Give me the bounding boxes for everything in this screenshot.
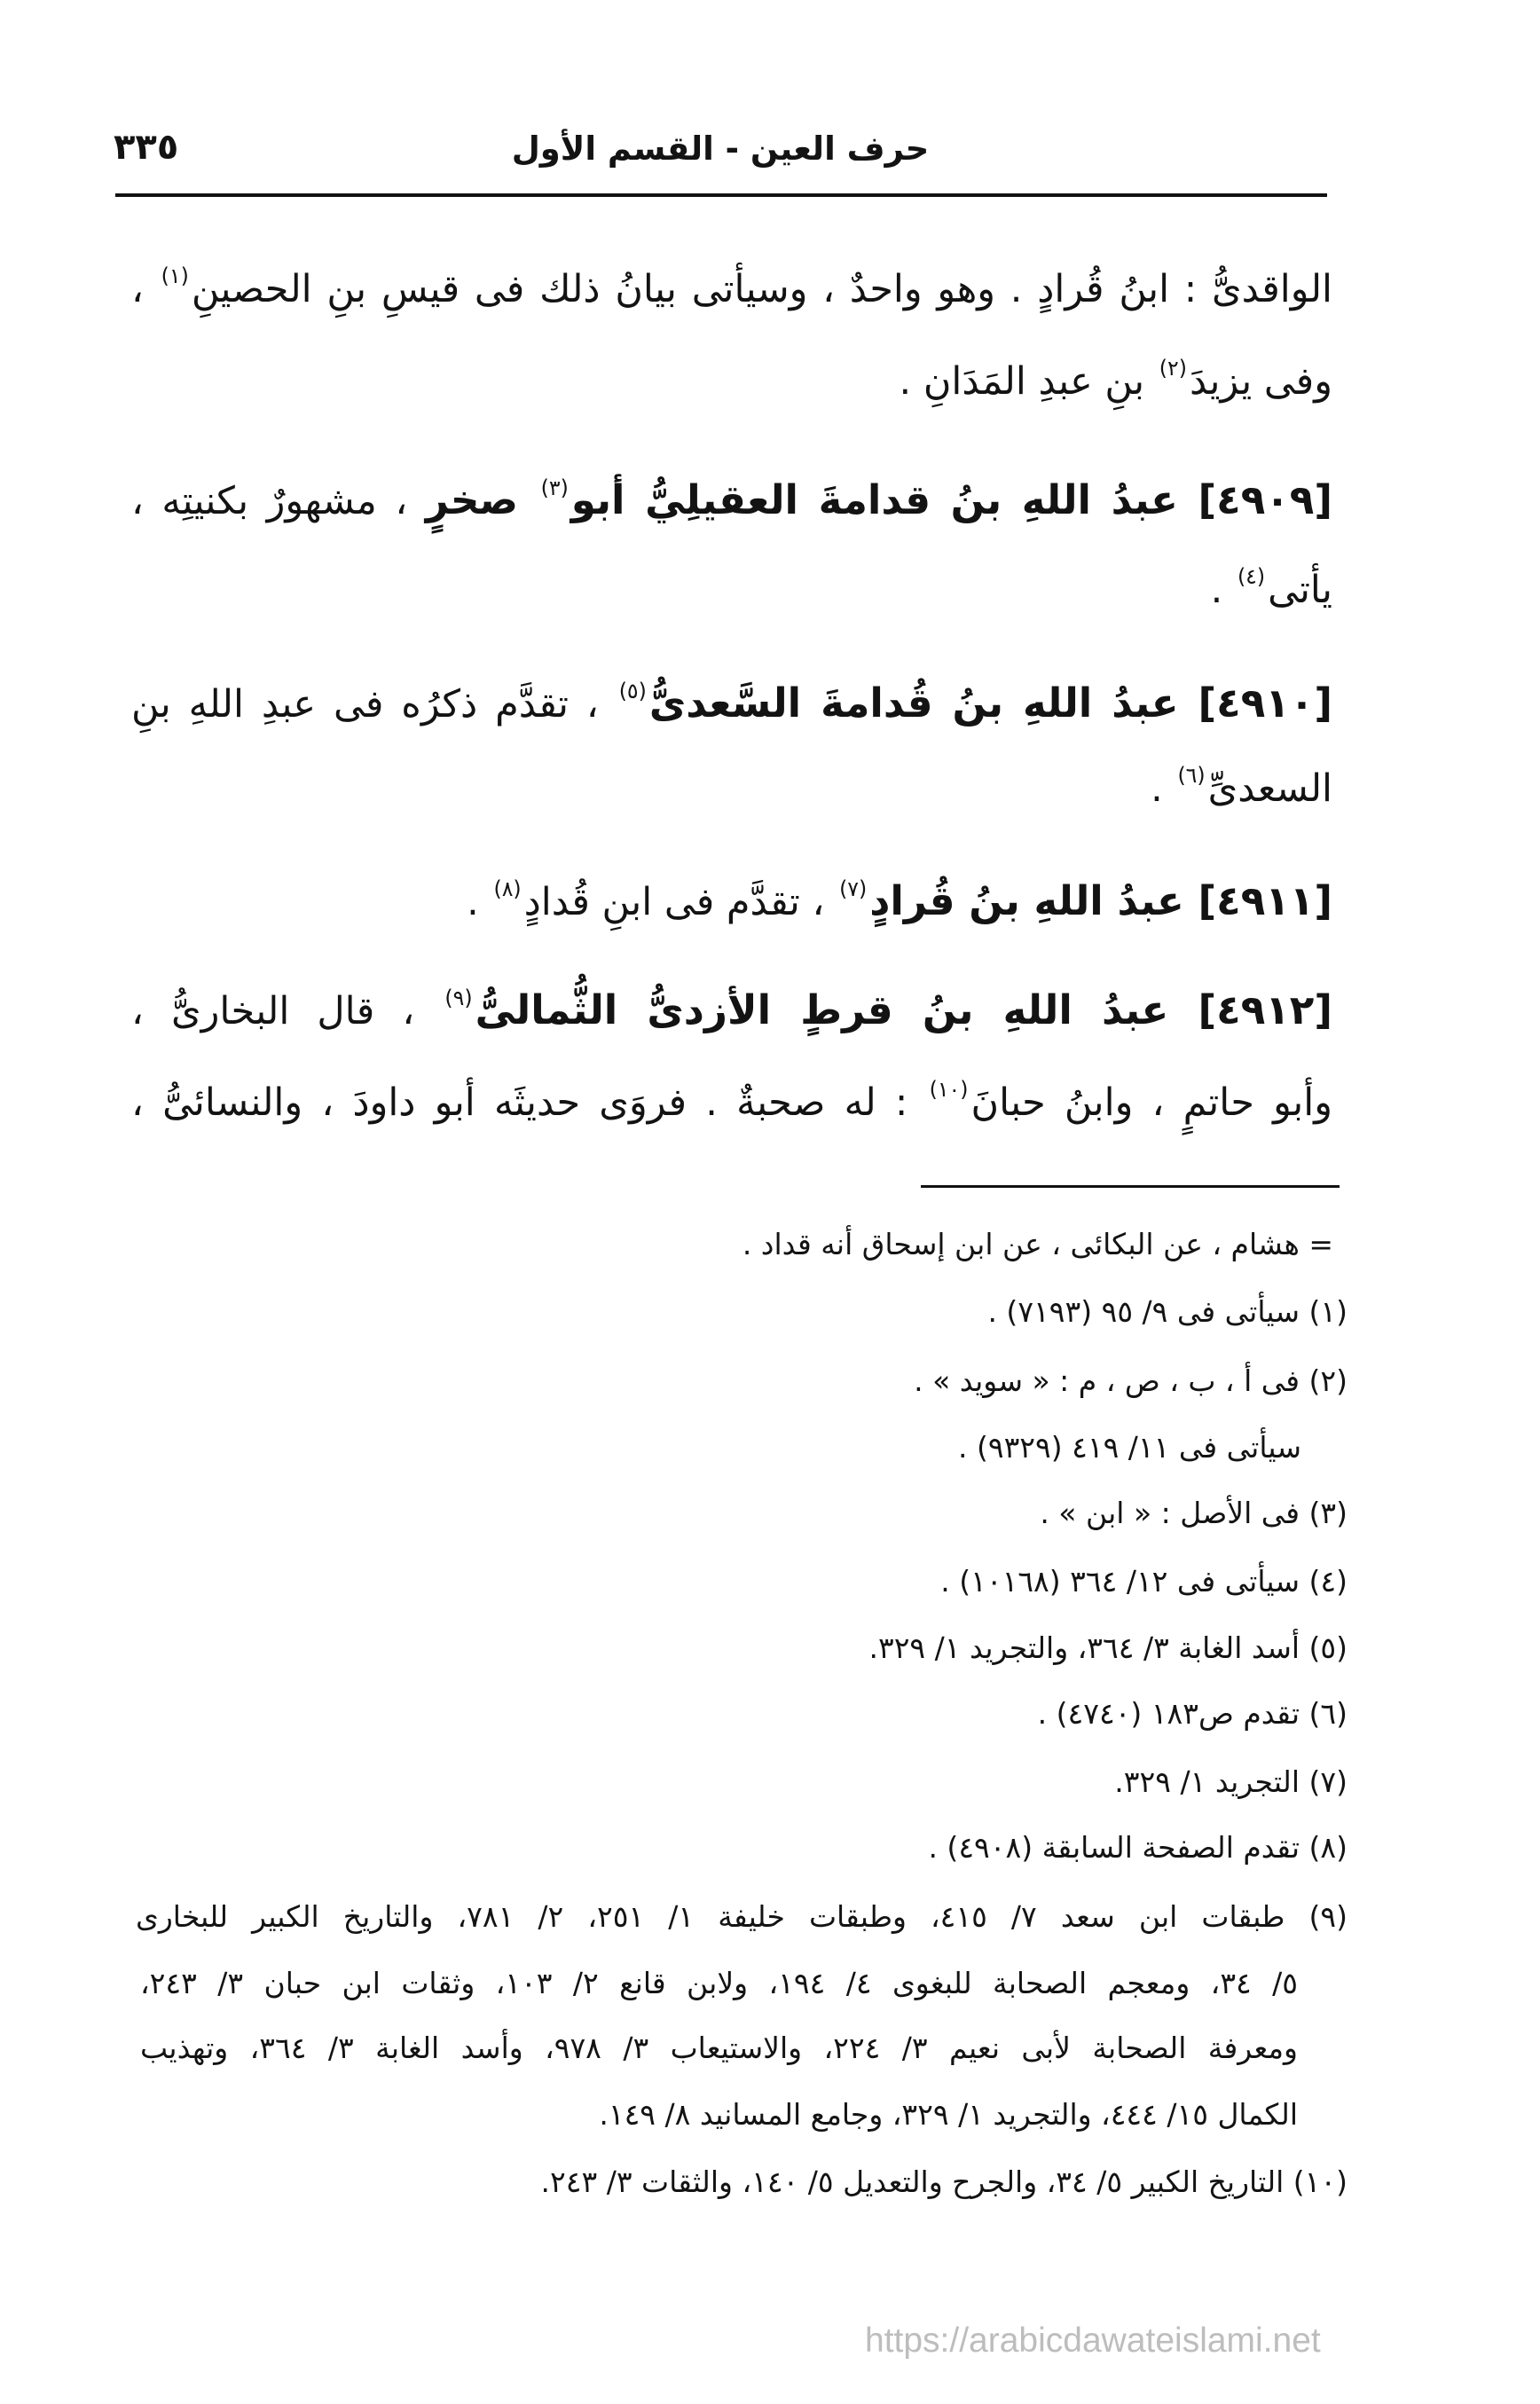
footnote-number: (٢) [1308,1363,1348,1398]
footnote [136,1285,1348,1339]
footnote-text: أسد الغابة ٣/ ٣٦٤، والتجريد ١/ ٣٢٩. [868,1630,1300,1665]
main-text-line [131,346,1332,417]
footnote [136,1821,1348,1874]
footnote-text: التاريخ الكبير ٥/ ٣٤، والجرح والتعديل ٥/ ١٤٠، والثقات ٣/ ٢٤٣. [540,2164,1285,2199]
footnote-number: (٨) [1308,1830,1348,1865]
text-segment: . [1151,766,1175,811]
footnote-ref: (٤) [1237,563,1266,589]
entry-line [131,465,1332,536]
footnote-continuation-line: الكمال ١٥/ ٤٤٤، والتجريد ١/ ٣٢٩، وجامع المسانيد ٨/ ١٤٩. [599,2097,1298,2132]
footnote [136,1355,1348,1408]
footnote-number: (٦) [1308,1696,1348,1731]
main-text-line [131,554,1332,625]
entry-heading: [٤٩١٠] عبدُ اللهِ بنُ قُدامةَ السَّعدىُّ [648,680,1332,727]
entry-heading: صخرٍ [425,476,538,523]
footnote [136,2156,1348,2209]
text-segment: : له صحبةٌ . فروَى حديثَه أبو داودَ ، والنسائىُّ ، [131,1080,927,1125]
footnote-text: تقدم الصفحة السابقة (٤٩٠٨) . [928,1830,1300,1865]
entry-heading: [٤٩٠٩] عبدُ اللهِ بنُ قدامةَ العقيلِيُّ أبو [570,476,1332,523]
text-segment: وأبو حاتمٍ ، وابنُ حبانَ [970,1080,1332,1125]
footnote-number: (٧) [1308,1764,1348,1799]
footnote-separator [921,1185,1340,1188]
footnote-ref: (١) [161,263,189,288]
footnote-ref: (٣) [540,475,569,500]
footnote-ref: (٥) [618,678,647,703]
text-segment: ، [131,267,159,311]
running-header-title: حرف العين - القسم الأول [511,130,930,168]
text-segment: السعدىِّ [1207,766,1332,811]
footnote-text: طبقات ابن سعد ٧/ ٤١٥، وطبقات خليفة ١/ ٢٥١، ٢/ ٧٨١، والتاريخ الكبير للبخارى [136,1899,1285,1934]
footnote-text: سيأتى فى ١٢/ ٣٦٤ (١٠١٦٨) . [940,1564,1300,1599]
footnote-number: (٤) [1308,1564,1348,1599]
footnote-ref: (٢) [1159,355,1187,381]
entry-heading: [٤٩١١] عبدُ اللهِ بنُ قُرادٍ [869,877,1332,924]
footnote-text: فى الأصل : « ابن » . [1040,1496,1300,1530]
footnote-text: سيأتى فى ٩/ ٩٥ (٧١٩٣) . [987,1294,1300,1329]
footnote [136,1756,1348,1809]
text-segment: وفى يزيدَ [1189,359,1332,404]
main-text-line [131,753,1332,824]
text-segment: . [1210,568,1235,612]
footnote [136,1555,1348,1608]
text-segment: ، قال البخارىُّ ، [131,989,443,1033]
footnote-number: (٣) [1308,1496,1348,1530]
text-segment: الواقدىُّ : ابنُ قُرادٍ . وهو واحدٌ ، وسيأتى بيانُ ذلك فى قيسِ بنِ الحصينِ [191,267,1333,311]
watermark-url: https://arabicdawateislami.net [865,2322,1321,2360]
entry-heading: [٤٩١٢] عبدُ اللهِ بنُ قرطٍ الأزدىُّ الثُّمالىُّ [475,986,1332,1033]
footnote [136,1687,1348,1740]
footnote [136,1890,1348,1944]
footnote-text: فى أ ، ب ، ص ، م : « سويد » . [914,1363,1300,1398]
entry-line [131,866,1332,937]
footnote-ref: (١٠) [929,1076,969,1102]
footnote-ref: (٦) [1177,762,1206,788]
footnote [136,1622,1348,1675]
footnote-number: (٩) [1308,1899,1348,1934]
main-text-line [131,254,1332,325]
footnote-number: (١٠) [1292,2164,1348,2199]
footnote-number: (١) [1308,1294,1348,1329]
text-segment: بنِ عبدِ المَدَانِ . [899,359,1157,404]
footnote-ref: (٨) [493,876,522,901]
footnote-continuation: = هشام ، عن البكائى ، عن ابن إسحاق أنه قداد . [742,1227,1333,1261]
footnote-text: التجريد ١/ ٣٢٩. [1114,1764,1300,1799]
footnote-continuation-line: ٥/ ٣٤، ومعجم الصحابة للبغوى ٤/ ١٩٤، ولابن قانع ٢/ ١٠٣، وثقات ابن حبان ٣/ ٢٤٣، [140,1966,1299,2000]
footnote-number: (٥) [1308,1630,1348,1665]
text-segment: ، تقدَّم ذكرُه فى عبدِ اللهِ بنِ [131,682,617,727]
main-text-line [131,1067,1332,1138]
entry-line [131,668,1332,739]
text-segment: ، مشهورٌ بكنيتِه ، [131,479,426,523]
entry-line [131,975,1332,1046]
header-rule [115,193,1327,197]
footnote-ref: (٩) [444,985,473,1010]
footnote [136,1487,1348,1540]
text-segment: . [467,880,491,924]
text-segment: يأتى [1268,568,1332,612]
text-segment: ، تقدَّم فى ابنِ قُدادٍ [523,880,837,924]
footnote-text: تقدم ص١٨٣ (٤٧٤٠) . [1037,1696,1300,1731]
page-number: ٣٣٥ [114,127,179,168]
footnote-continuation-line: ومعرفة الصحابة لأبى نعيم ٣/ ٢٢٤، والاستيعاب ٣/ ٩٧٨، وأسد الغابة ٣/ ٣٦٤، وتهذيب [140,2031,1298,2065]
footnote-continuation-line: سيأتى فى ١١/ ٤١٩ (٩٣٢٩) . [957,1430,1301,1465]
footnote-ref: (٧) [839,876,868,901]
